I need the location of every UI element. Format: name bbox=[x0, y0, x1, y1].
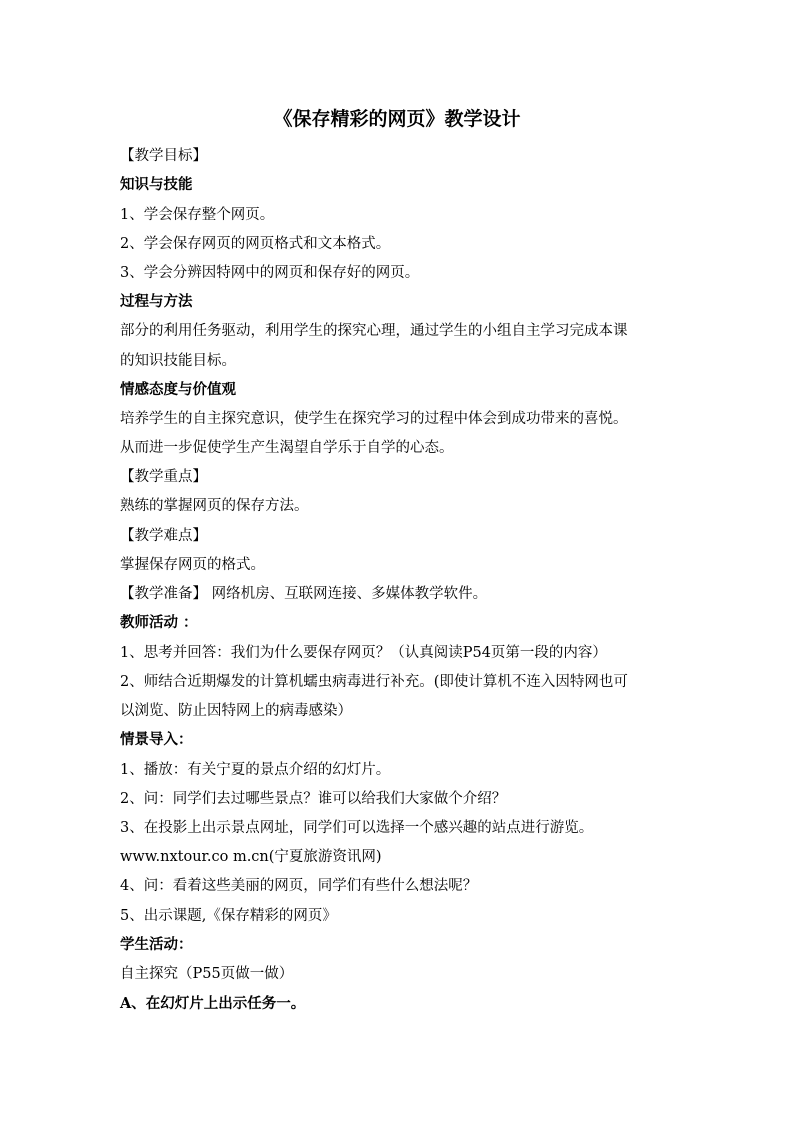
paragraph-line: 2、学会保存网页的网页格式和文本格式。 bbox=[120, 236, 391, 252]
page-title: 《保存精彩的网页》教学设计 bbox=[273, 108, 521, 130]
paragraph-line: 从而进一步促使学生产生渴望自学乐于自学的心态。 bbox=[120, 440, 454, 456]
paragraph-line: 以浏览、防止因特网上的病毒感染） bbox=[120, 703, 352, 719]
paragraph-line: 1、播放：有关宁夏的景点介绍的幻灯片。 bbox=[120, 762, 391, 778]
paragraph-line-website: www.nxtour.co m.cn(宁夏旅游资讯网) bbox=[120, 849, 382, 865]
task-heading: A、在幻灯片上出示任务一。 bbox=[120, 995, 306, 1012]
paragraph-line: 5、出示课题,《保存精彩的网页》 bbox=[120, 908, 337, 924]
subheading-knowledge-skills: 知识与技能 bbox=[120, 176, 193, 193]
paragraph-line: 掌握保存网页的格式。 bbox=[120, 557, 265, 573]
paragraph-line: 2、师结合近期爆发的计算机蠕虫病毒进行补充。(即使计算机不连入因特网也可 bbox=[120, 674, 628, 690]
section-heading-key-points: 【教学重点】 bbox=[120, 469, 207, 485]
paragraph-line: 1、学会保存整个网页。 bbox=[120, 207, 275, 223]
subheading-attitude-values: 情感态度与价值观 bbox=[120, 381, 236, 398]
section-heading-teaching-goals: 【教学目标】 bbox=[120, 148, 207, 164]
subheading-student-activity: 学生活动： bbox=[120, 936, 193, 953]
section-heading-preparation: 【教学准备】 网络机房、互联网连接、多媒体教学软件。 bbox=[120, 586, 488, 602]
subheading-process-method: 过程与方法 bbox=[120, 293, 193, 310]
section-heading-difficulties: 【教学难点】 bbox=[120, 528, 207, 544]
subheading-teacher-activity: 教师活动 ： bbox=[120, 614, 198, 631]
paragraph-line: 4、问：看着这些美丽的网页，同学们有些什么想法呢？ bbox=[120, 878, 478, 894]
paragraph-line: 的知识技能目标。 bbox=[120, 353, 236, 369]
paragraph-line: 熟练的掌握网页的保存方法。 bbox=[120, 498, 309, 514]
paragraph-line: 1、思考并回答：我们为什么要保存网页？（认真阅读P54页第一段的内容） bbox=[120, 645, 607, 661]
paragraph-line: 部分的利用任务驱动，利用学生的探究心理，通过学生的小组自主学习完成本课 bbox=[120, 323, 628, 339]
paragraph-line: 培养学生的自主探究意识，使学生在探究学习的过程中体会到成功带来的喜悦。 bbox=[120, 411, 628, 427]
paragraph-line: 自主探究（P55页做一做） bbox=[120, 966, 294, 982]
paragraph-line: 2、问：同学们去过哪些景点？谁可以给我们大家做个介绍？ bbox=[120, 791, 507, 807]
paragraph-line: 3、学会分辨因特网中的网页和保存好的网页。 bbox=[120, 265, 420, 281]
subheading-scenario-intro: 情景导入： bbox=[120, 731, 193, 748]
paragraph-line: 3、在投影上出示景点网址，同学们可以选择一个感兴趣的站点进行游览。 bbox=[120, 820, 594, 836]
